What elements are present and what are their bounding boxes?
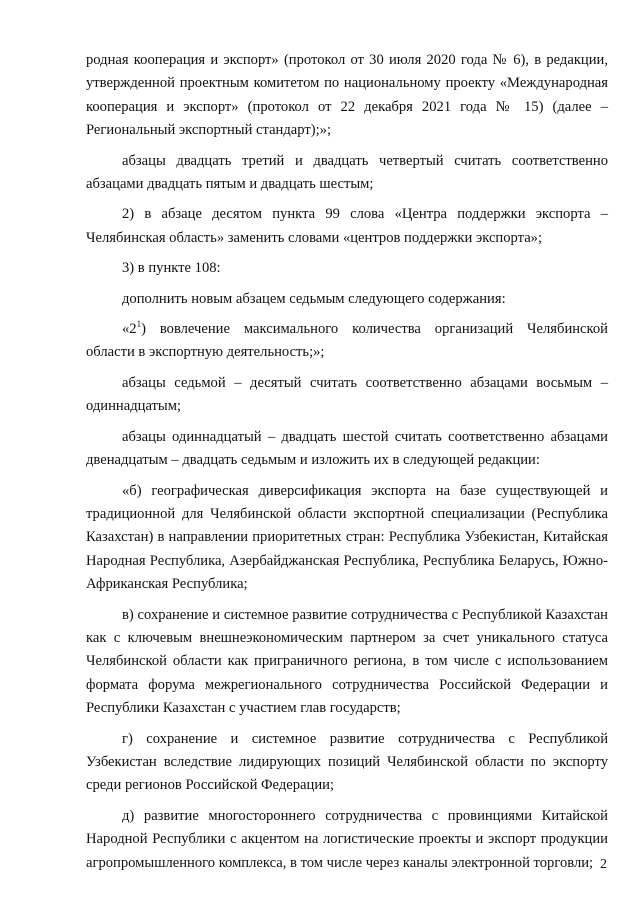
paragraph-10: в) сохранение и системное развитие сотрудничества с Республикой Казахстан как с ключевым внешнеэкономическим партнером за счет уникального статуса Челябинской области как приграничного региона, в том числе с использованием формата форума межрегионального сотрудничества Российской Федерации и Республики Казахстан с участием глав государств; xyxy=(86,606,608,717)
paragraph-11: г) сохранение и системное развитие сотрудничества с Республикой Узбекистан вследствие лидирующих позиций Челябинской области по экспорту среди регионов Российской Федерации; xyxy=(86,730,608,794)
superscript-index: 1 xyxy=(136,319,142,330)
paragraph-12: д) развитие многостороннего сотрудничества с провинциями Китайской Народной Республики с акцентом на логистические проекты и экспорт продукции агропромышленного комплекса, в том числе через каналы электронной торговли; xyxy=(86,807,608,871)
paragraph-1: родная кооперация и экспорт» (протокол от 30 июля 2020 года № 6), в редакции, утвержденной проектным комитетом по национальному проекту «Международная кооперация и экспорт» (протокол от 22 декабря 2021 года № 15) (далее – Региональный экспортный стандарт);»; xyxy=(86,52,608,139)
document-body xyxy=(86,49,608,882)
paragraph-4: 3) в пункте 108: xyxy=(122,260,221,277)
paragraph-6-end: ) вовлечение максимального количества организаций Челябинской области в экспортную деятельность;»; xyxy=(86,321,608,361)
paragraph-3: 2) в абзаце десятом пункта 99 слова «Центра поддержки экспорта – Челябинская область» заменить словами «центров поддержки экспорта»; xyxy=(86,206,608,246)
paragraph-2: абзацы двадцать третий и двадцать четвертый считать соответственно абзацами двадцать пятым и двадцать шестым; xyxy=(86,152,608,193)
paragraph-6-start: «2 xyxy=(122,321,137,338)
paragraph-5: дополнить новым абзацем седьмым следующего содержания: xyxy=(122,290,506,307)
paragraph-6 xyxy=(86,318,608,365)
page-number: 2 xyxy=(600,857,607,872)
paragraph-7: абзацы седьмой – десятый считать соответственно абзацами восьмым – одиннадцатым; xyxy=(86,374,608,415)
paragraph-8: абзацы одиннадцатый – двадцать шестой считать соответственно абзацами двенадцатым – двадцать седьмым и изложить их в следующей редакции: xyxy=(86,428,608,469)
paragraph-9: «б) географическая диверсификация экспорта на базе существующей и традиционной для Челябинской области экспортной специализации (Республика Казахстан) в направлении приоритетных стран: Республика Узбекистан, Китайская Народная Республика, Азербайджанская Республика, Республика Беларусь, Южно-Африканская Республика; xyxy=(86,482,608,593)
